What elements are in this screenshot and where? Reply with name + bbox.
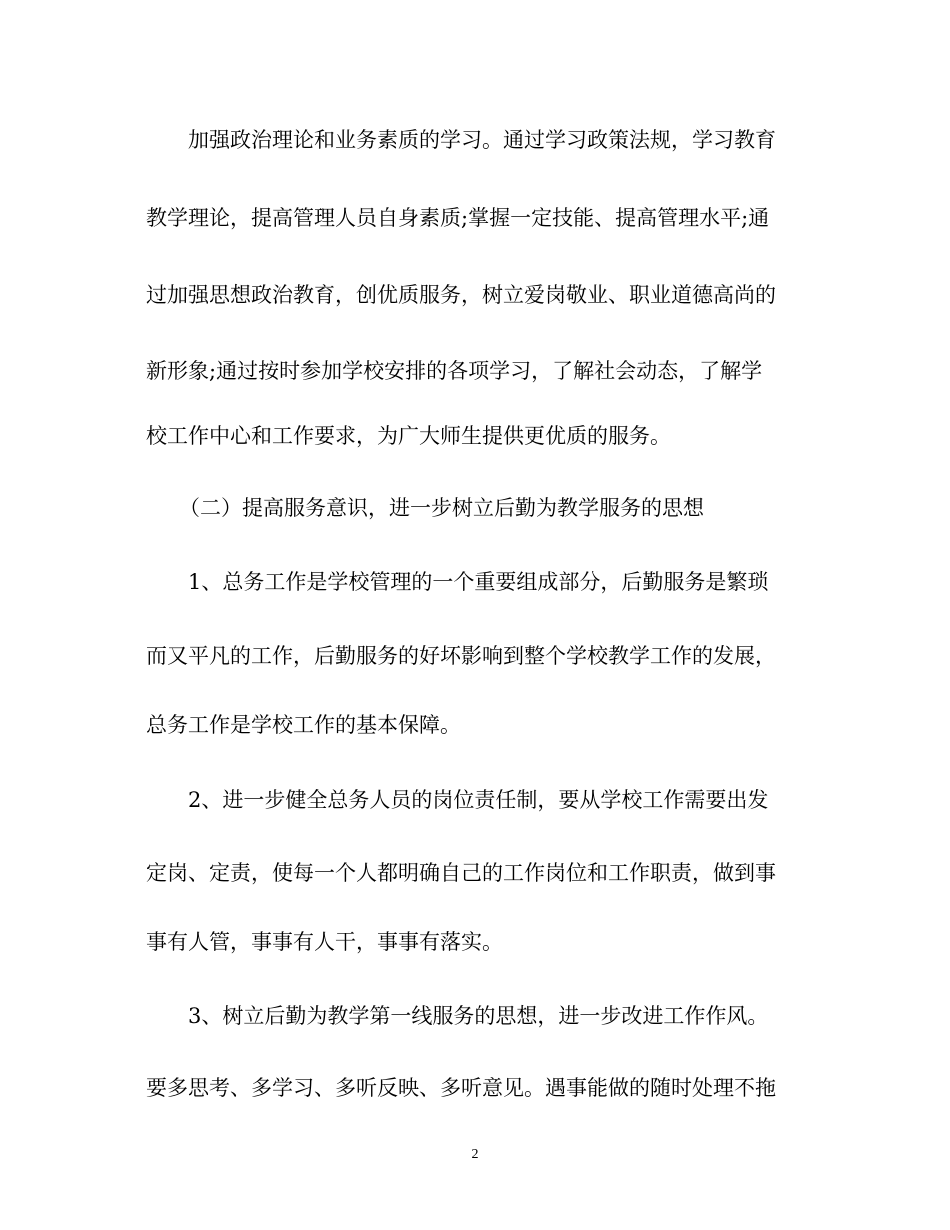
paragraph-line-text: 1、总务工作是学校管理的一个重要组成部分，后勤服务是繁琐 bbox=[188, 570, 769, 594]
paragraph-line-text: 定岗、定责，使每一个人都明确自己的工作岗位和工作职责，做到事 bbox=[146, 861, 776, 885]
paragraph-line-text: 3、树立后勤为教学第一线服务的思想，进一步改进工作作风。 bbox=[188, 1004, 769, 1028]
paragraph-line-text: 2、进一步健全总务人员的岗位责任制，要从学校工作需要出发 bbox=[188, 788, 769, 812]
paragraph-line-text: 事有人管，事事有人干，事事有落实。 bbox=[146, 930, 503, 954]
paragraph-line-text: 教学理论，提高管理人员自身素质;掌握一定技能、提高管理水平;通 bbox=[146, 206, 770, 230]
paragraph-line-text: 过加强思想政治教育，创优质服务，树立爱岗敬业、职业道德高尚的 bbox=[146, 283, 776, 307]
page-number: 2 bbox=[471, 1147, 479, 1162]
section-heading-text: （二）提高服务意识，进一步树立后勤为教学服务的思想 bbox=[179, 496, 704, 520]
paragraph-line-text: 而又平凡的工作，后勤服务的好坏影响到整个学校教学工作的发展， bbox=[146, 644, 776, 668]
paragraph-line-text: 加强政治理论和业务素质的学习。通过学习政策法规，学习教育 bbox=[188, 128, 776, 152]
paragraph-line-text: 总务工作是学校工作的基本保障。 bbox=[146, 713, 461, 737]
paragraph-line-text: 要多思考、多学习、多听反映、多听意见。遇事能做的随时处理不拖 bbox=[146, 1076, 776, 1100]
paragraph-line-text: 校工作中心和工作要求，为广大师生提供更优质的服务。 bbox=[146, 424, 671, 448]
paragraph-line-text: 新形象;通过按时参加学校安排的各项学习，了解社会动态，了解学 bbox=[146, 359, 763, 383]
